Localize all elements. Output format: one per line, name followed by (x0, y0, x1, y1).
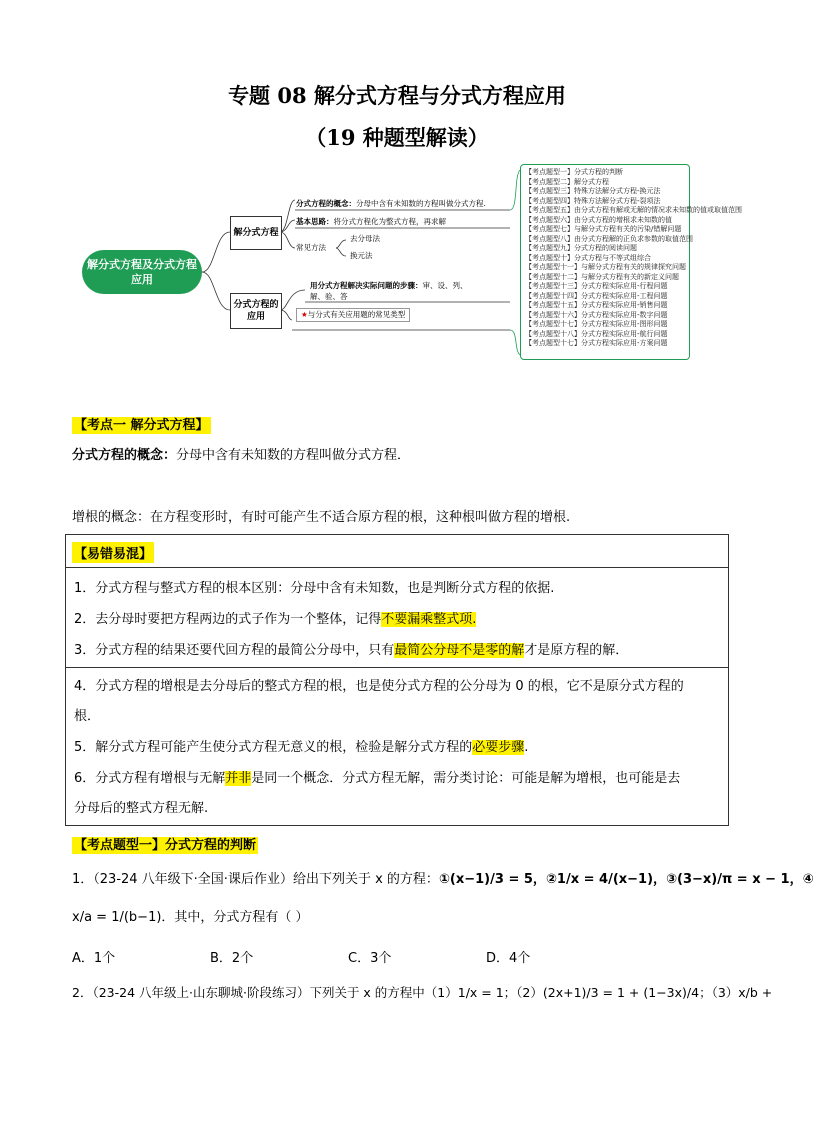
section-tag: 【考点一 解分式方程】 (74, 418, 209, 433)
topic-item: 【考点题型五】由分式方程有解或无解的情况求未知数的值或取值范围 (525, 206, 742, 214)
page-subtitle: （19 种题型解读） (305, 125, 489, 150)
mind-map-root: 解分式方程及分式方程应用 (82, 250, 202, 294)
mind-map-steps: 用分式方程解决实际问题的步骤：审、设、列、 (310, 281, 468, 290)
topic-item: 【考点题型十七】分式方程实际应用-方案问题 (525, 339, 668, 347)
mistake-6-cont: 分母后的整式方程无解. (74, 801, 209, 816)
topic-item: 【考点题型七】与解分式方程有关的污染/错解问题 (525, 225, 682, 233)
topic-item: 【考点题型十六】分式方程实际应用-数字问题 (525, 310, 668, 319)
mind-map-common-methods: 常见方法 (296, 243, 326, 252)
mistakes-header: 【易错易混】 (66, 535, 728, 568)
question-1-cont: x/a = 1/(b−1)．其中，分式方程有（ ） (72, 910, 309, 925)
topic-item: 【考点题型十】分式方程与不等式组综合 (525, 253, 651, 262)
topic-item: 【考点题型六】由分式方程的增根求未知数的值 (525, 215, 672, 224)
topic-item: 【考点题型九】分式方程的阅读问题 (525, 244, 637, 252)
mind-map-basic-idea: 基本思路：将分式方程化为整式方程，再求解 (296, 217, 446, 226)
topic-item: 【考点题型二】解分式方程 (525, 177, 609, 186)
page-title: 专题 08 解分式方程与分式方程应用 (228, 83, 566, 108)
mistake-4-cont: 根． (74, 709, 101, 724)
topic-item: 【考点题型十二】与解分式方程有关的新定义问题 (525, 272, 679, 281)
option-c[interactable]: C．3个 (348, 951, 392, 966)
mind-map-topic-list (520, 164, 742, 360)
mind-map-branch-application: 分式方程的应用 (230, 293, 282, 329)
topic-item: 【考点题型十五】分式方程实际应用-销售问题 (525, 301, 668, 309)
mind-map-types: ★与分式有关应用题的常见类型 (296, 308, 410, 322)
option-a[interactable]: A．1个 (72, 951, 116, 966)
type1-tag: 【考点题型一】分式方程的判断 (74, 838, 257, 853)
mistake-6: 6．分式方程有增根与无解并非是同一个概念．分式方程无解，需分类讨论：可能是解为增根，也可能是去 (74, 771, 681, 786)
star-icon: ★ (301, 310, 308, 319)
topic-item: 【考点题型三】特殊方法解分式方程-换元法 (525, 187, 661, 195)
mind-map-branch-solve: 解分式方程 (230, 216, 282, 250)
extraneous-root-paragraph: 增根的概念：在方程变形时，有时可能产生不适合原方程的根，这种根叫做方程的增根. (72, 510, 571, 525)
mistake-1: 1．分式方程与整式方程的根本区别：分母中含有未知数，也是判断分式方程的依据. (74, 581, 555, 596)
question-2: 2．（23-24 八年级上·山东聊城·阶段练习）下列关于 x 的方程中（1）1/x = 1；（2）(2x+1)/3 = 1 + (1−3x)/4；（3）x/b + (72, 985, 773, 1000)
option-b[interactable]: B．2个 (210, 951, 254, 966)
topic-item: 【考点题型十一】与解分式方程有关的规律探究问题 (525, 263, 686, 271)
topic-item: 【考点题型一】分式方程的判断 (525, 168, 623, 176)
mistake-3: 3．分式方程的结果还要代回方程的最简公分母中，只有最简公分母不是零的解才是原方程的解． (74, 643, 629, 658)
mistake-2: 2．去分母时要把方程两边的式子作为一个整体，记得不要漏乘整式项. (74, 612, 477, 627)
mistake-4: 4．分式方程的增根是去分母后的整式方程的根，也是使分式方程的公分母为 0 的根，它不是原分式方程的 (74, 679, 684, 694)
option-d[interactable]: D．4个 (486, 951, 531, 966)
mind-map-method-2: 换元法 (350, 251, 373, 260)
topic-item: 【考点题型四】特殊方法解分式方程-裂项法 (525, 196, 661, 205)
mistake-5: 5．解分式方程可能产生使分式方程无意义的根，检验是解分式方程的必要步骤. (74, 740, 529, 755)
topic-item: 【考点题型十三】分式方程实际应用-行程问题 (525, 282, 668, 290)
mind-map-method-1: 去分母法 (350, 234, 380, 243)
topic-item: 【考点题型八】由分式方程解的正负求参数的取值范围 (525, 234, 693, 243)
concept-paragraph: 分式方程的概念：分母中含有未知数的方程叫做分式方程． (72, 448, 411, 463)
mistakes-divider (66, 667, 728, 668)
mistakes-box (65, 534, 729, 826)
mind-map-concept: 分式方程的概念：分母中含有未知数的方程叫做分式方程. (296, 199, 486, 208)
question-1: 1．（23-24 八年级下·全国·课后作业）给出下列关于 x 的方程：①(x−1)/3 = 5，②1/x = 4/(x−1)，③(3−x)/π = x − 1，④ (72, 872, 814, 887)
topic-item: 【考点题型十四】分式方程实际应用-工程问题 (525, 291, 668, 300)
topic-item: 【考点题型十八】分式方程实际应用-航行问题 (525, 329, 668, 338)
topic-item: 【考点题型十七】分式方程实际应用-图形问题 (525, 320, 668, 328)
mind-map-steps-2: 解、验、答 (310, 292, 348, 301)
